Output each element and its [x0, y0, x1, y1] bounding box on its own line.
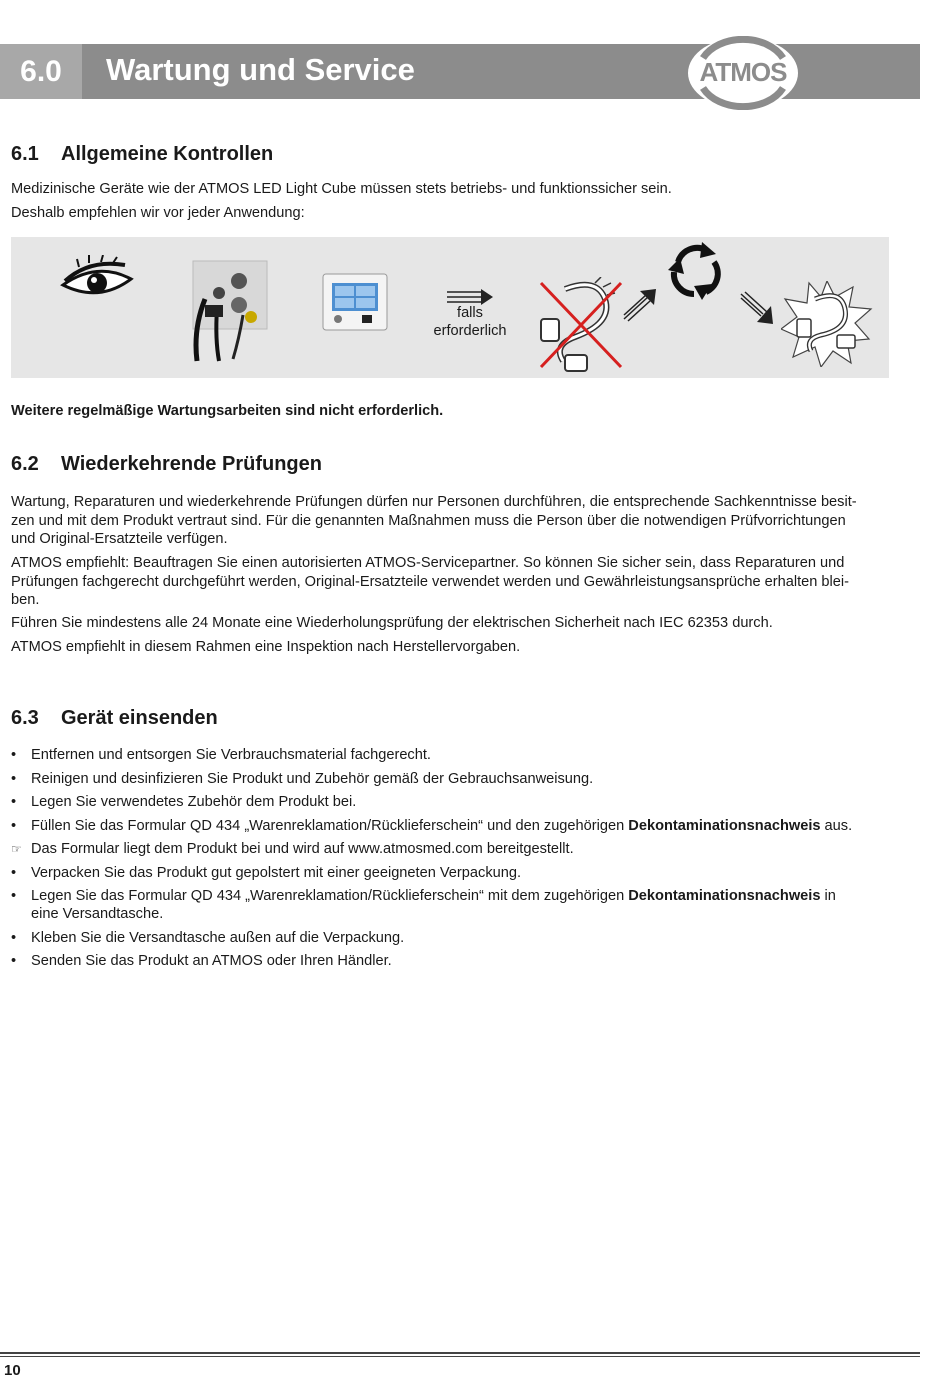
s61-intro-2: Deshalb empfehlen wir vor jeder Anwendung:	[11, 205, 305, 221]
device-display-icon	[322, 273, 388, 331]
shipping-steps-list	[11, 746, 926, 976]
list-item: • Reinigen und desinfizieren Sie Produkt und Zubehör gemäß der Gebrauchsanweisung.	[11, 770, 594, 787]
check-procedure-figure	[11, 237, 889, 378]
list-item: • Füllen Sie das Formular QD 434 „Warenreklamation/Rücklieferschein“ und den zugehörigen Dekontaminationsnachweis aus.	[11, 817, 853, 834]
arrow-up-right-icon	[622, 289, 658, 323]
list-item: • Kleben Sie die Versandtasche außen auf die Verpackung.	[11, 929, 405, 946]
page-number: 10	[4, 1362, 21, 1379]
footer-rule-thin	[0, 1356, 920, 1357]
section-6-2-heading: 6.2 Wiederkehrende Prüfungen	[11, 453, 322, 475]
s61-intro-1: Medizinische Geräte wie der ATMOS LED Light Cube müssen stets betriebs- und funktionssicher sein.	[11, 181, 672, 197]
list-item: • Entfernen und entsorgen Sie Verbrauchsmaterial fachgerecht.	[11, 747, 431, 763]
pointing-hand-icon: ☞	[11, 842, 22, 856]
replace-cycle-icon	[666, 242, 726, 300]
s61-note: Weitere regelmäßige Wartungsarbeiten sind nicht erforderlich.	[11, 403, 444, 419]
s62-paragraph-2: ATMOS empfiehlt: Beauftragen Sie einen autorisierten ATMOS-Servicepartner. So können Sie sicher sein, dass Reparaturen und Prüfungen fachgerecht durchgeführt werden, Original-Ersatzteile verwendet werden und Gewährleistungsansprüche erhalten blei- ben.	[11, 555, 850, 608]
footer-rule	[0, 1352, 920, 1354]
arrow-down-right-icon	[739, 290, 775, 324]
section-6-1-heading: 6.1 Allgemeine Kontrollen	[11, 143, 274, 165]
chapter-number: 6.0	[0, 44, 82, 99]
section-6-3-heading: 6.3 Gerät einsenden	[11, 707, 218, 729]
eye-icon	[59, 255, 137, 305]
s62-paragraph-1: Wartung, Reparaturen und wiederkehrende Prüfungen dürfen nur Personen durchführen, die entsprechende Sachkenntnisse besit- zen und mit dem Produkt vertraut sind. Für die genannten Maßnahmen muss die Person über die notwendigen Prüfvorrichtungen und Original-Ersatzteile verfügen.	[11, 494, 857, 547]
chapter-title: Wartung und Service	[106, 52, 415, 87]
s62-paragraph-3: Führen Sie mindestens alle 24 Monate eine Wiederholungsprüfung der elektrischen Sicherheit nach IEC 62353 durch.	[11, 615, 773, 631]
list-item: • Legen Sie verwendetes Zubehör dem Produkt bei.	[11, 794, 357, 810]
list-item: • Legen Sie das Formular QD 434 „Warenreklamation/Rücklieferschein“ mit dem zugehörigen Dekontaminationsnachweis in eine Versandtasche.	[11, 888, 836, 922]
list-item: • Verpacken Sie das Produkt gut gepolstert mit einer geeigneten Verpackung.	[11, 864, 522, 881]
list-item-note: ☞ Das Formular liegt dem Produkt bei und wird auf www.atmosmed.com bereitgestellt.	[11, 841, 574, 857]
list-item: • Senden Sie das Produkt an ATMOS oder Ihren Händler.	[11, 953, 392, 969]
connector-panel-icon	[191, 259, 269, 363]
new-cable-icon	[781, 281, 873, 367]
conditional-label: falls erforderlich	[433, 305, 507, 339]
logo-text: ATMOS	[699, 57, 787, 87]
damaged-cable-icon	[535, 277, 627, 373]
s62-paragraph-4: ATMOS empfiehlt in diesem Rahmen eine Inspektion nach Herstellervorgaben.	[11, 639, 521, 655]
atmos-logo	[686, 36, 800, 110]
